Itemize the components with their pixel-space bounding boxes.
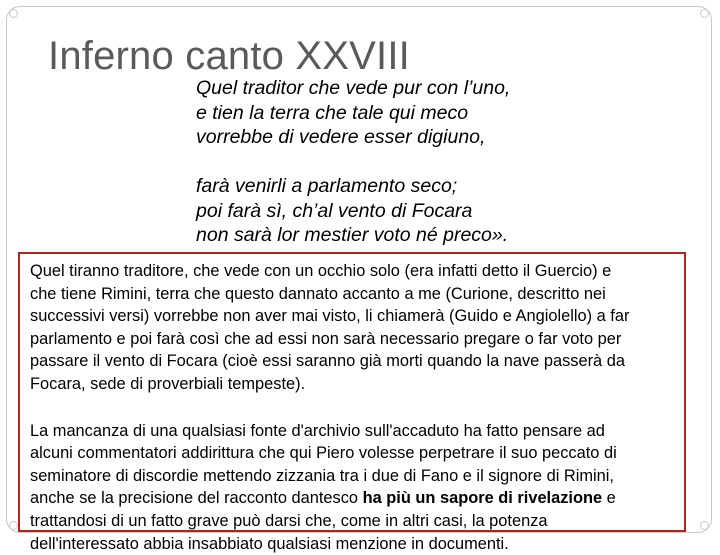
verse-line: non sarà lor mestier voto né preco». (196, 224, 509, 246)
commentary-line: Quel tiranno traditore, che vede con un occhio solo (era infatti detto il Guercio) e (30, 262, 612, 280)
verse-line: vorrebbe di vedere esser digiuno, (196, 126, 486, 148)
commentary-line: passare il vento di Focara (cioè essi saranno già morti quando la nave passerà da (30, 352, 625, 371)
commentary-paragraph-1 (30, 260, 684, 396)
verse-line: Quel traditor che vede pur con l’uno, (196, 77, 511, 99)
verse-stanza-2 (196, 174, 510, 248)
verse-line: e tien la terra che tale qui meco (196, 101, 469, 124)
verse-line: poi farà sì, ch’al vento di Focara (196, 199, 473, 222)
commentary-emphasis: ha più un sapore di rivelazione (362, 489, 603, 508)
frame-corner-bottom-left (9, 521, 18, 530)
commentary-line: seminatore di discordie mettendo zizzania tra i due di Fano e il signore di Rimini, (30, 466, 614, 485)
commentary-line: che tiene Rimini, terra che questo dannato accanto a me (Curione, descritto nei (30, 284, 606, 303)
commentary-line (30, 487, 684, 510)
frame-corner-top-left (9, 9, 18, 18)
verse-line: farà venirli a parlamento seco; (196, 175, 458, 197)
commentary-text: e (602, 489, 616, 508)
verse-stanza-1 (196, 76, 510, 150)
commentary-line: successivi versi) vorrebbe non aver mai visto, li chiamerà (Guido e Angiolello) a far (30, 307, 630, 326)
slide-title: Inferno canto XXVIII (48, 34, 410, 78)
commentary-line: alcuni commentatori addirittura che qui Piero volesse perpetrare il suo peccato di (30, 444, 617, 463)
commentary-line: Focara, sede di proverbiali tempeste). (30, 374, 306, 393)
frame-corner-top-right (700, 9, 709, 18)
commentary-line: dell'interessato abbia insabbiato qualsiasi menzione in documenti. (30, 534, 509, 553)
commentary-text: anche se la precisione del racconto dantesco (30, 489, 363, 508)
commentary-line: La mancanza di una qualsiasi fonte d'archivio sull'accaduto ha fatto pensare ad (30, 421, 605, 440)
verse-quote (196, 76, 510, 248)
commentary-line: parlamento e poi farà così che ad essi non sarà necessario pregare o far voto per (30, 329, 622, 348)
commentary-paragraph-2 (30, 420, 684, 555)
commentary-line: trattandosi di un fatto grave può darsi che, come in altri casi, la potenza (30, 511, 548, 530)
frame-corner-bottom-right (700, 521, 709, 530)
commentary-box (18, 252, 686, 553)
